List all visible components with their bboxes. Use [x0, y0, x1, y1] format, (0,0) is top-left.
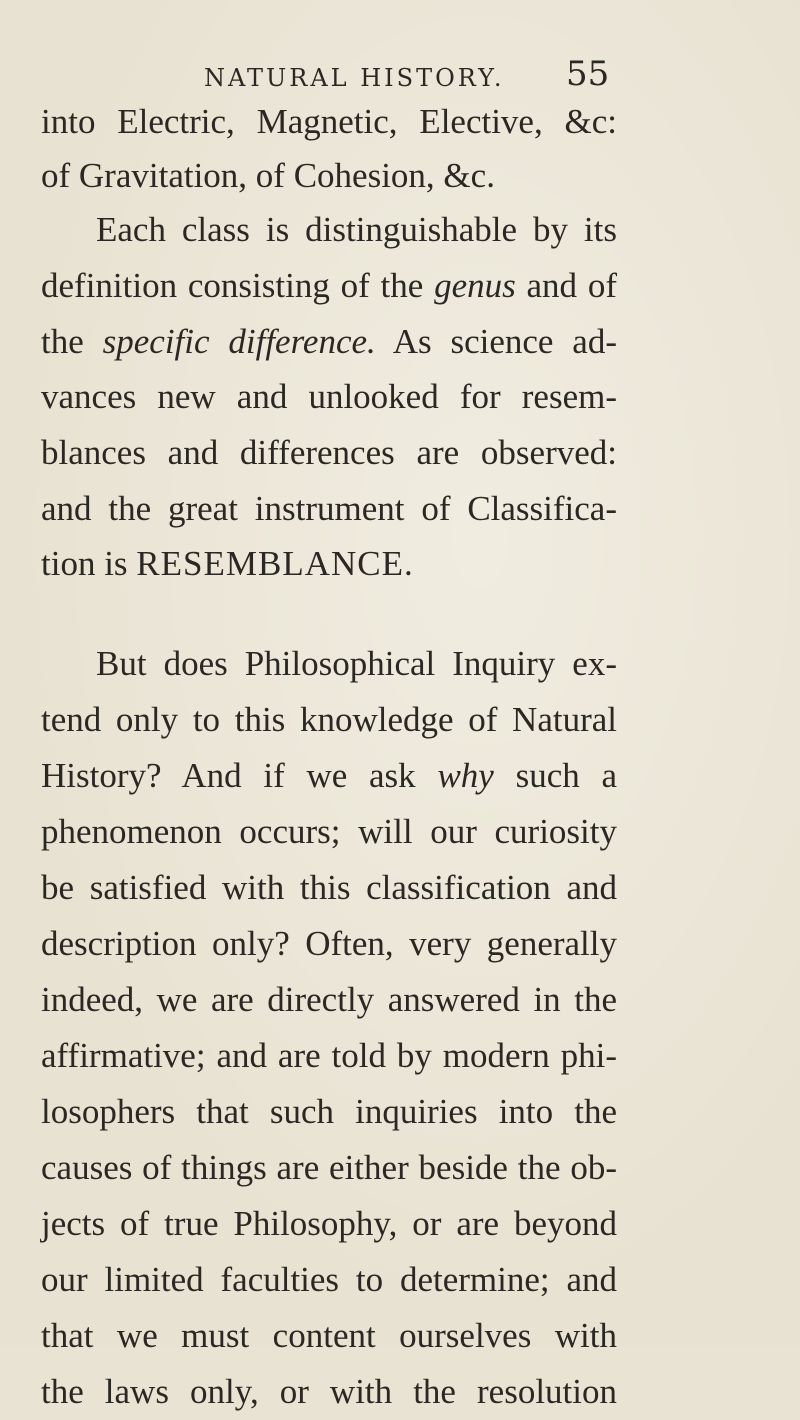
text-line: into Electric, Magnetic, Elective, &c:: [41, 102, 617, 141]
text-line: causes of things are either beside the ob-: [41, 1148, 617, 1187]
text-span: the: [41, 322, 84, 361]
italic-term: why: [437, 756, 494, 795]
page-number: 55: [566, 54, 610, 94]
text-line: Each class is distinguishable by its: [96, 210, 617, 249]
text-line: description only? Often, very generally: [41, 924, 617, 963]
text-span: and of: [526, 266, 617, 305]
text-line: But does Philosophical Inquiry ex-: [96, 644, 617, 683]
text-line: and the great instrument of Classifica-: [41, 489, 617, 528]
text-line: affirmative; and are told by modern phi-: [41, 1036, 617, 1075]
text-line: indeed, we are directly answered in the: [41, 980, 617, 1019]
text-line: [41, 748, 617, 804]
text-line: the laws only, or with the resolution: [41, 1372, 617, 1411]
text-span: such a: [515, 756, 618, 795]
text-line: [41, 536, 617, 592]
small-caps-term: RESEMBLANCE.: [136, 544, 414, 583]
text-line: [41, 258, 617, 314]
text-span: History? And if we ask: [41, 756, 416, 795]
text-line: losophers that such inquiries into the: [41, 1092, 617, 1131]
text-line: tend only to this knowledge of Natural: [41, 700, 617, 739]
text-line: phenomenon occurs; will our curiosity: [41, 812, 617, 851]
text-span: tion is: [41, 544, 128, 583]
text-span: As science ad-: [392, 322, 617, 361]
text-line: blances and differences are observed:: [41, 433, 617, 472]
running-head: NATURAL HISTORY.: [204, 64, 505, 92]
text-line: of Gravitation, of Cohesion, &c.: [41, 156, 495, 195]
text-line: [41, 314, 617, 370]
text-line: our limited faculties to determine; and: [41, 1260, 617, 1299]
text-line: jects of true Philosophy, or are beyond: [41, 1204, 617, 1243]
text-line: vances new and unlooked for resem-: [41, 377, 617, 416]
italic-term: specific difference.: [102, 322, 376, 361]
text-span: definition consisting of the: [41, 266, 424, 305]
text-line: that we must content ourselves with: [41, 1316, 617, 1355]
text-line: be satisfied with this classification and: [41, 868, 617, 907]
italic-term: genus: [434, 266, 516, 305]
